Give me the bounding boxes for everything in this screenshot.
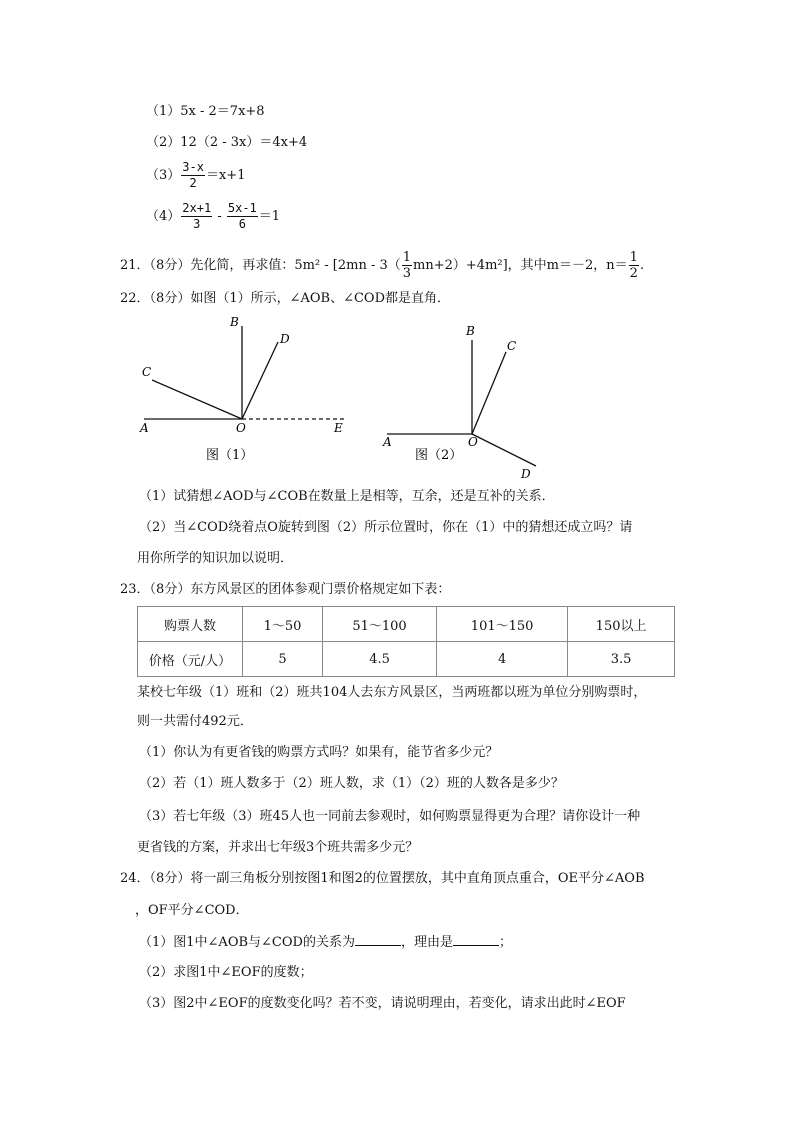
fraction-denominator: 6	[238, 217, 246, 231]
label-c: C	[507, 339, 517, 353]
fraction	[629, 250, 639, 281]
minus-sign: -	[217, 209, 222, 224]
equation-2	[146, 134, 307, 152]
question-23-part-3-cont: 更省钱的方案，并求出七年级3个班共需多少元？	[137, 840, 419, 855]
question-text: ，理由是	[400, 935, 453, 950]
fraction	[227, 201, 258, 232]
fraction-denominator: 3	[193, 217, 201, 231]
question-23-title: 23．（8分）东方风景区的团体参观门票价格规定如下表：	[120, 582, 451, 597]
ray-oc	[152, 380, 242, 419]
table-cell: 5	[243, 642, 323, 677]
equation-number: （1）	[146, 104, 181, 119]
fraction	[181, 201, 212, 232]
answer-blank[interactable]	[453, 933, 499, 946]
question-23-text-1: 某校七年级（1）班和（2）班共104人去东方风景区，当两班都以班为单位分别购票时，	[137, 685, 647, 700]
question-23-part-2: （2）若（1）班人数多于（2）班人数，求（1）（2）班的人数各是多少？	[139, 776, 564, 791]
label-a: A	[140, 421, 149, 435]
label-d: D	[280, 332, 290, 346]
question-text: mn+2）+4m²]，其中m＝－2，n＝	[413, 258, 628, 273]
fraction	[181, 160, 205, 191]
label-e: E	[334, 421, 343, 435]
fraction-numerator: 1	[629, 250, 638, 265]
fraction-numerator: 5x-1	[227, 201, 257, 215]
question-24-title: 24．（8分）将一副三角板分别按图1和图2的位置摆放，其中直角顶点重合，OE平分∠AOB	[120, 871, 645, 886]
ray-od	[472, 434, 536, 466]
table-cell: 150以上	[568, 607, 675, 642]
fraction-numerator: 3-x	[182, 160, 204, 174]
label-c: C	[142, 365, 152, 379]
question-24-part-1	[139, 933, 512, 952]
label-b: B	[230, 315, 239, 329]
equation-1	[146, 103, 265, 121]
equation-text: 5x - 2＝7x+8	[180, 104, 265, 119]
question-23-text-2: 则一共需付492元．	[137, 714, 253, 729]
fraction	[402, 250, 412, 281]
label-a: A	[383, 435, 392, 449]
figure-caption: 图（2）	[415, 448, 463, 463]
answer-blank[interactable]	[355, 933, 401, 946]
question-text: 21．（8分）先化简，再求值：5m² - [2mn - 3（	[120, 258, 401, 273]
question-22-part-1: （1）试猜想∠AOD与∠COB在数量上是相等，互余，还是互补的关系．	[139, 489, 555, 504]
table-cell: 4	[437, 642, 568, 677]
table-cell: 51～100	[323, 607, 437, 642]
question-text: .	[639, 258, 645, 273]
fraction-numerator: 1	[402, 250, 412, 265]
equation-number: （4）	[146, 209, 181, 224]
question-text: （1）图1中∠AOB与∠COD的关系为	[139, 935, 355, 950]
equation-text: 12（2 - 3x）＝4x+4	[180, 135, 308, 150]
fraction-denominator: 3	[402, 266, 412, 281]
ray-oc	[472, 352, 506, 434]
table-cell: 1～50	[243, 607, 323, 642]
question-22-title: 22．（8分）如图（1）所示，∠AOB、∠COD都是直角．	[120, 291, 450, 306]
table-row	[138, 642, 675, 677]
fraction-numerator: 2x+1	[182, 201, 212, 215]
equation-3	[146, 160, 245, 191]
fraction-denominator: 2	[629, 266, 638, 281]
question-text: ；	[498, 935, 512, 950]
label-o: O	[236, 421, 246, 435]
question-21	[120, 250, 644, 281]
label-d: D	[521, 467, 531, 481]
equation-number: （2）	[146, 135, 181, 150]
figure-2	[375, 318, 555, 483]
fraction-denominator: 2	[189, 176, 197, 190]
price-table	[137, 606, 675, 677]
question-24-part-3: （3）图2中∠EOF的度数变化吗？若不变，请说明理由，若变化，请求出此时∠EOF	[139, 996, 626, 1011]
table-cell: 购票人数	[138, 607, 243, 642]
table-cell: 101～150	[437, 607, 568, 642]
equation-text: ＝x+1	[205, 168, 246, 183]
question-24-title-cont: ，OF平分∠COD．	[135, 903, 249, 918]
ray-od	[242, 342, 278, 419]
label-o: O	[468, 435, 478, 449]
table-cell: 4.5	[323, 642, 437, 677]
table-cell: 价格（元/人）	[138, 642, 243, 677]
equation-4	[146, 201, 280, 232]
question-22-part-2-cont: 用你所学的知识加以说明．	[137, 551, 294, 566]
figure-caption: 图（1）	[206, 448, 254, 463]
equation-number: （3）	[146, 168, 181, 183]
question-23-part-1: （1）你认为有更省钱的购票方式吗？如果有，能节省多少元？	[139, 745, 499, 760]
question-23-part-3: （3）若七年级（3）班45人也一同前去参观时，如何购票显得更为合理？请你设计一种	[139, 809, 641, 824]
table-cell: 3.5	[568, 642, 675, 677]
equation-text: ＝1	[258, 209, 281, 224]
label-b: B	[466, 324, 475, 338]
figure-1	[130, 310, 370, 470]
question-22-part-2: （2）当∠COD绕着点O旋转到图（2）所示位置时，你在（1）中的猜想还成立吗？请	[139, 520, 633, 535]
question-24-part-2: （2）求图1中∠EOF的度数；	[139, 965, 313, 980]
table-row	[138, 607, 675, 642]
